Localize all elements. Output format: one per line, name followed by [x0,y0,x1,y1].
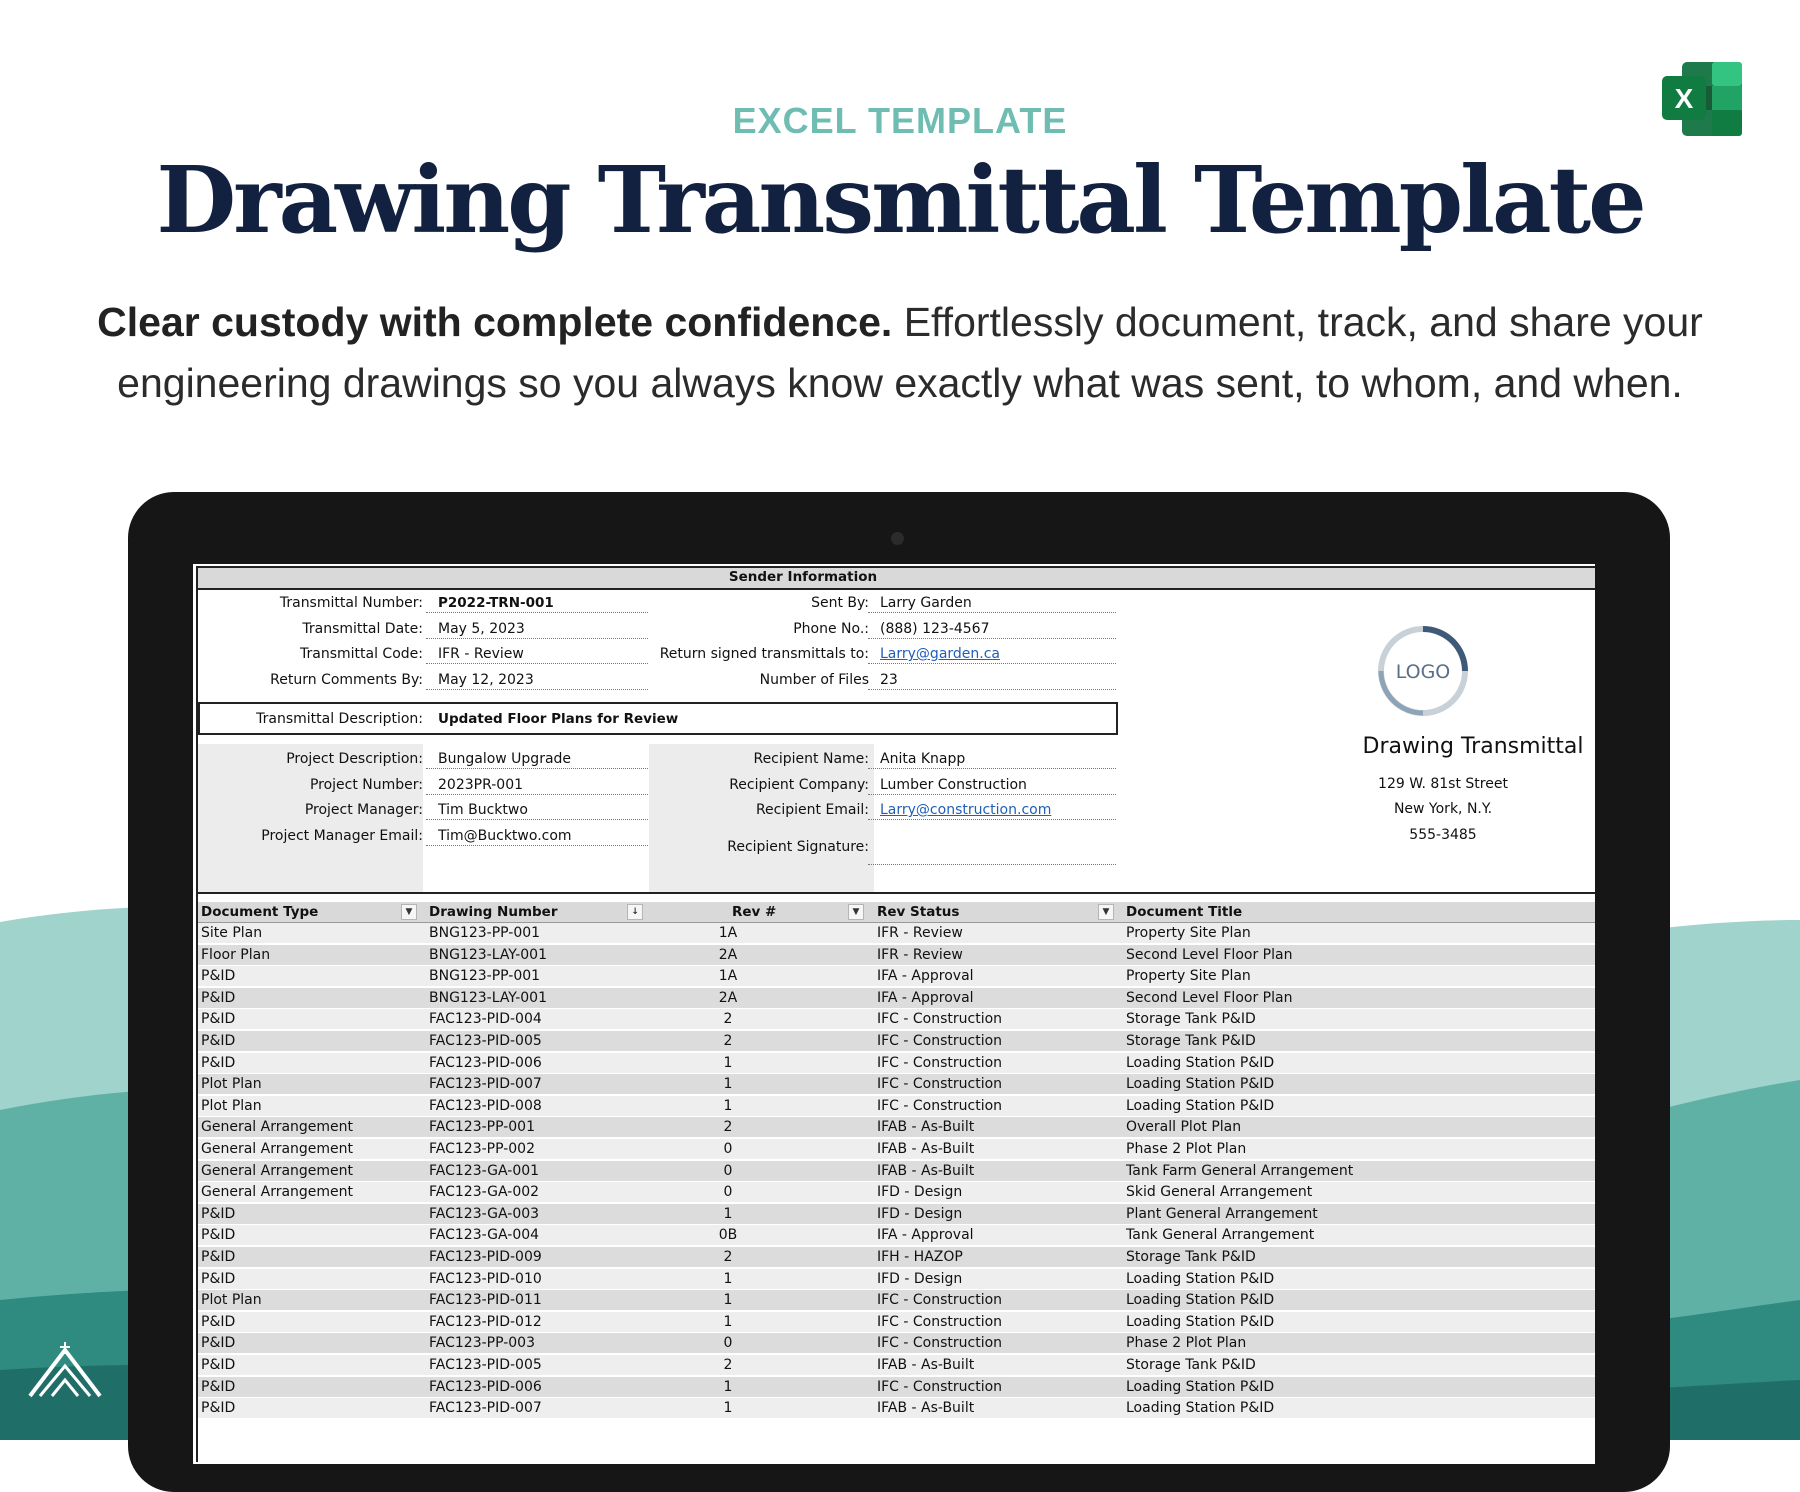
cell-drawing-number: FAC123-GA-004 [429,1227,540,1244]
table-row[interactable] [198,966,1595,987]
table-row[interactable] [198,1247,1595,1268]
col-drawing-number: Drawing Number [429,904,558,920]
subtitle [60,292,1740,414]
sent-by-field[interactable]: Larry Garden [868,594,1116,613]
cell-rev-status: IFC - Construction [877,1011,1003,1028]
cell-drawing-number: FAC123-PID-008 [429,1097,542,1114]
camera-icon [891,532,904,545]
cell-rev: 1 [723,1054,733,1071]
cell-rev-status: IFH - HAZOP [877,1249,963,1265]
cell-drawing-number: FAC123-PID-007 [429,1400,542,1417]
cell-document-title: Storage Tank P&ID [1126,1033,1256,1049]
transmittal-date-field[interactable]: May 5, 2023 [426,620,648,639]
table-row[interactable] [198,1182,1595,1203]
pm-email-field[interactable]: Tim@Bucktwo.com [426,827,648,846]
cell-document-type: P&ID [201,989,236,1006]
num-files-field[interactable]: 23 [868,671,1116,690]
col-document-title: Document Title [1126,904,1243,920]
address-line-2: New York, N.Y. [1393,801,1493,817]
recipient-name-label: Recipient Name: [753,751,869,767]
table-row[interactable] [198,1161,1595,1182]
cell-drawing-number: FAC123-PP-001 [429,1119,535,1136]
table-row[interactable] [198,1355,1595,1376]
cell-document-type: P&ID [201,1249,236,1265]
cell-drawing-number: BNG123-LAY-001 [429,946,547,963]
description-field[interactable]: Updated Floor Plans for Review [438,711,679,727]
table-row[interactable] [198,1053,1595,1074]
transmittal-code-field[interactable]: IFR - Review [426,645,648,664]
cell-rev: 2 [723,1249,733,1265]
table-row[interactable] [198,1290,1595,1311]
cell-rev-status: IFD - Design [877,1205,963,1222]
phone-field[interactable]: (888) 123-4567 [868,620,1116,639]
page-title: Drawing Transmittal Template [156,146,1644,254]
cell-rev: 1A [718,968,738,985]
return-to-label: Return signed transmittals to: [659,646,869,662]
cell-document-title: Property Site Plan [1126,968,1251,985]
cell-drawing-number: FAC123-PID-005 [429,1357,542,1373]
cell-document-type: Plot Plan [201,1292,262,1309]
cell-rev: 2 [723,1011,733,1028]
cell-rev: 2A [718,989,738,1006]
cell-rev-status: IFC - Construction [877,1335,1003,1352]
cell-document-type: P&ID [201,1011,236,1028]
cell-document-title: Phase 2 Plot Plan [1126,1335,1247,1352]
table-header [198,902,1595,923]
cell-document-type: General Arrangement [201,1184,354,1201]
cell-rev-status: IFC - Construction [877,1054,1003,1071]
cell-rev: 1 [723,1292,733,1309]
description-label: Transmittal Description: [256,711,423,727]
cell-rev: 1 [723,1378,733,1395]
cell-drawing-number: FAC123-PID-011 [429,1292,542,1309]
brand-title: Drawing Transmittal [1362,734,1584,759]
cell-rev: 2A [718,946,738,963]
cell-document-type: P&ID [201,1357,236,1373]
cell-drawing-number: FAC123-PID-006 [429,1054,542,1071]
cell-document-title: Loading Station P&ID [1126,1097,1275,1114]
cell-document-type: P&ID [201,1033,236,1049]
table-top-border [198,892,1595,894]
table-row[interactable] [198,1225,1595,1246]
transmittal-date-label: Transmittal Date: [302,621,423,637]
recipient-signature-field[interactable] [868,838,1116,865]
cell-rev-status: IFR - Review [877,946,963,963]
table-row[interactable] [198,1139,1595,1160]
filter-button-document-type[interactable]: ▼ [401,904,417,920]
cell-document-title: Phase 2 Plot Plan [1126,1141,1247,1157]
cell-document-title: Loading Station P&ID [1126,1400,1275,1417]
cell-document-title: Loading Station P&ID [1126,1270,1275,1287]
cell-document-title: Loading Station P&ID [1126,1313,1275,1330]
table-row[interactable] [198,1204,1595,1225]
col-rev-status: Rev Status [877,904,960,920]
cell-document-title: Storage Tank P&ID [1126,1357,1256,1373]
table-row[interactable] [198,1398,1595,1419]
cell-drawing-number: FAC123-PP-002 [429,1141,535,1157]
cell-rev: 2 [723,1357,733,1373]
cell-document-type: P&ID [201,1400,236,1417]
pm-email-label: Project Manager Email: [261,828,423,844]
subtitle-bold: Clear custody with complete confidence. [97,299,893,345]
return-to-email-link[interactable]: Larry@garden.ca [868,645,1116,664]
cell-document-type: P&ID [201,1270,236,1287]
table-row[interactable] [198,1269,1595,1290]
cell-document-title: Loading Station P&ID [1126,1054,1275,1071]
cell-document-title: Skid General Arrangement [1126,1184,1313,1201]
cell-drawing-number: FAC123-PID-007 [429,1076,542,1093]
cell-document-title: Storage Tank P&ID [1126,1011,1256,1028]
sender-info-header: Sender Information [198,566,1595,590]
cell-document-type: Plot Plan [201,1097,262,1114]
cell-rev-status: IFAB - As-Built [877,1119,975,1136]
cell-drawing-number: FAC123-PP-003 [429,1335,535,1352]
cell-rev: 0 [723,1335,733,1352]
cell-document-type: P&ID [201,968,236,985]
logo-text: LOGO [1395,661,1451,683]
cell-drawing-number: FAC123-GA-002 [429,1184,540,1201]
cell-document-type: General Arrangement [201,1119,354,1136]
num-files-label: Number of Files [759,672,869,688]
cell-document-title: Tank General Arrangement [1126,1227,1315,1244]
cell-rev-status: IFA - Approval [877,989,974,1006]
cell-rev-status: IFD - Design [877,1270,963,1287]
transmittal-sheet [196,566,1595,1462]
cell-document-title: Loading Station P&ID [1126,1076,1275,1093]
cell-rev-status: IFR - Review [877,925,963,941]
cell-document-title: Second Level Floor Plan [1126,946,1293,963]
transmittal-code-label: Transmittal Code: [300,646,423,662]
col-document-type: Document Type [201,904,319,920]
recipient-email-label: Recipient Email: [755,802,869,818]
cell-rev-status: IFAB - As-Built [877,1162,975,1179]
cell-drawing-number: FAC123-GA-003 [429,1205,540,1222]
project-number-field[interactable]: 2023PR-001 [426,776,648,795]
cell-document-type: P&ID [201,1227,236,1244]
logo-placeholder [1373,621,1473,721]
table-row[interactable] [198,1096,1595,1117]
cell-drawing-number: FAC123-PID-004 [429,1011,542,1028]
cell-drawing-number: FAC123-PID-012 [429,1313,542,1330]
table-row[interactable] [198,1117,1595,1138]
cell-document-title: Loading Station P&ID [1126,1378,1275,1395]
cell-drawing-number: FAC123-PID-009 [429,1249,542,1265]
cell-rev: 1 [723,1076,733,1093]
table-row[interactable] [198,1009,1595,1030]
transmittal-number-field[interactable]: P2022-TRN-001 [426,594,648,613]
cell-drawing-number: BNG123-LAY-001 [429,989,547,1006]
cell-rev-status: IFC - Construction [877,1313,1003,1330]
table-row[interactable] [198,1377,1595,1398]
table-row[interactable] [198,1333,1595,1354]
cell-rev: 1 [723,1400,733,1417]
table-row[interactable] [198,988,1595,1009]
project-desc-label: Project Description: [286,751,423,767]
cell-rev-status: IFAB - As-Built [877,1357,975,1373]
table-row[interactable] [198,945,1595,966]
recipient-company-field[interactable]: Lumber Construction [868,776,1116,795]
filter-button-rev-status[interactable]: ▼ [1098,904,1114,920]
cell-drawing-number: BNG123-PP-001 [429,968,541,985]
project-manager-field[interactable]: Tim Bucktwo [426,801,648,820]
svg-text:X: X [1674,83,1694,114]
cell-rev: 1A [718,925,738,941]
cell-document-type: General Arrangement [201,1141,354,1157]
cell-document-type: P&ID [201,1313,236,1330]
recipient-company-label: Recipient Company: [729,777,869,793]
eyebrow-label: EXCEL TEMPLATE [732,100,1068,141]
cell-rev: 2 [723,1033,733,1049]
phone-label: Phone No.: [793,621,869,637]
cell-rev-status: IFC - Construction [877,1097,1003,1114]
project-desc-field[interactable]: Bungalow Upgrade [426,750,648,769]
cell-rev-status: IFD - Design [877,1184,963,1201]
cell-rev: 0B [718,1227,738,1244]
cell-document-type: Floor Plan [201,946,271,963]
sent-by-label: Sent By: [811,595,869,611]
sort-button-drawing-number[interactable]: ↓ [627,904,643,920]
laptop-frame [128,492,1670,1492]
recipient-email-link[interactable]: Larry@construction.com [868,801,1116,820]
address-line-3: 555-3485 [1409,827,1477,843]
cell-rev: 1 [723,1270,733,1287]
cell-rev-status: IFC - Construction [877,1076,1003,1093]
cell-document-type: Plot Plan [201,1076,262,1093]
address-line-1: 129 W. 81st Street [1378,776,1508,792]
table-row[interactable] [198,1312,1595,1333]
cell-drawing-number: FAC123-PID-010 [429,1270,542,1287]
cell-rev: 0 [723,1141,733,1157]
cell-rev: 2 [723,1119,733,1136]
cell-document-type: Site Plan [201,925,263,941]
cell-rev: 0 [723,1162,733,1179]
cell-document-type: P&ID [201,1205,236,1222]
cell-document-title: Property Site Plan [1126,925,1251,941]
spreadsheet-screen [193,564,1595,1464]
recipient-name-field[interactable]: Anita Knapp [868,750,1116,769]
cell-rev-status: IFC - Construction [877,1292,1003,1309]
table-row[interactable] [198,923,1595,944]
cell-document-type: General Arrangement [201,1162,354,1179]
cell-drawing-number: FAC123-PID-006 [429,1378,542,1395]
col-rev: Rev # [732,904,777,920]
cell-rev-status: IFC - Construction [877,1033,1003,1049]
transmittal-number-label: Transmittal Number: [279,595,423,611]
cell-rev: 1 [723,1313,733,1330]
cell-rev-status: IFA - Approval [877,968,974,985]
cell-document-title: Tank Farm General Arrangement [1126,1162,1354,1179]
cell-rev-status: IFA - Approval [877,1227,974,1244]
cell-document-title: Overall Plot Plan [1126,1119,1242,1136]
cell-rev: 1 [723,1205,733,1222]
return-comments-label: Return Comments By: [270,672,423,688]
table-row[interactable] [198,1074,1595,1095]
cell-drawing-number: FAC123-PID-005 [429,1033,542,1049]
cell-drawing-number: BNG123-PP-001 [429,925,541,941]
filter-button-rev[interactable]: ▼ [848,904,864,920]
brand-mountain-icon [26,1340,104,1400]
cell-rev-status: IFAB - As-Built [877,1400,975,1417]
cell-drawing-number: FAC123-GA-001 [429,1162,540,1179]
return-comments-field[interactable]: May 12, 2023 [426,671,648,690]
cell-document-type: P&ID [201,1378,236,1395]
cell-rev-status: IFC - Construction [877,1378,1003,1395]
cell-document-type: P&ID [201,1054,236,1071]
table-row[interactable] [198,1031,1595,1052]
cell-document-type: P&ID [201,1335,236,1352]
cell-rev: 0 [723,1184,733,1201]
cell-document-title: Storage Tank P&ID [1126,1249,1256,1265]
cell-rev: 1 [723,1097,733,1114]
cell-rev-status: IFAB - As-Built [877,1141,975,1157]
recipient-signature-label: Recipient Signature: [727,839,869,855]
excel-icon [1660,60,1744,138]
project-number-label: Project Number: [309,777,423,793]
cell-document-title: Loading Station P&ID [1126,1292,1275,1309]
subtitle-rest: Effortlessly document, track, and share your engineering drawings so you always know exactly what was sent, to whom, and when. [117,299,1703,406]
project-manager-label: Project Manager: [304,802,423,818]
cell-document-title: Plant General Arrangement [1126,1205,1318,1222]
cell-document-title: Second Level Floor Plan [1126,989,1293,1006]
